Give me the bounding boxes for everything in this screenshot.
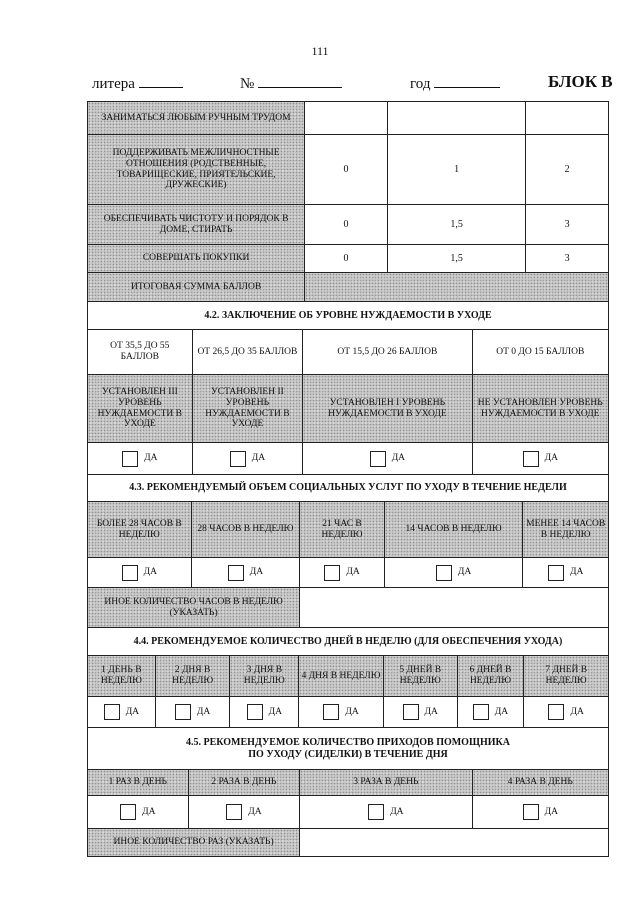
other-visits-row: [88, 828, 608, 856]
checkbox-cell[interactable]: [192, 443, 303, 474]
visits-option: 2 РАЗА В ДЕНЬ: [188, 770, 300, 795]
checkbox[interactable]: [436, 565, 452, 581]
days-option: 4 ДНЯ В НЕДЕЛЮ: [298, 656, 383, 696]
range-row: [88, 329, 608, 374]
checkbox-cell[interactable]: [522, 558, 608, 587]
checkbox-label: ДА: [391, 453, 406, 464]
checkbox-label: ДА: [390, 806, 404, 817]
activity-label: ЗАНИМАТЬСЯ ЛЮБЫМ РУЧНЫМ ТРУДОМ: [88, 102, 304, 134]
checkbox-label: ДА: [144, 453, 158, 464]
checkbox-label: ДА: [268, 706, 282, 717]
section-4-2-header: [88, 301, 608, 329]
days-option: 1 ДЕНЬ В НЕДЕЛЮ: [88, 656, 155, 696]
checkbox[interactable]: [122, 565, 138, 581]
other-visits-label: ИНОЕ КОЛИЧЕСТВО РАЗ (УКАЗАТЬ): [88, 829, 299, 856]
checkbox[interactable]: [228, 565, 244, 581]
visits-option: 4 РАЗА В ДЕНЬ: [472, 770, 608, 795]
activity-label: ПОДДЕРЖИВАТЬ МЕЖЛИЧНОСТНЫЕ ОТНОШЕНИЯ (РОДСТВЕННЫЕ, ТОВАРИЩЕСКИЕ, ПРИЯТЕЛЬСКИЕ, ДРУЖЕСКИЕ): [88, 135, 304, 204]
checkbox[interactable]: [548, 565, 564, 581]
days-row: [88, 655, 608, 696]
checkbox-row: [88, 795, 608, 828]
score-cell[interactable]: [304, 102, 387, 134]
total-row: [88, 272, 608, 301]
checkbox-cell[interactable]: [523, 697, 608, 727]
activity-row: [88, 204, 608, 244]
year-blank[interactable]: [434, 74, 500, 88]
level-row: [88, 374, 608, 442]
activity-label: СОВЕРШАТЬ ПОКУПКИ: [88, 245, 304, 272]
checkbox-label: ДА: [196, 706, 211, 717]
checkbox-cell[interactable]: [188, 796, 300, 828]
score-cell[interactable]: [387, 102, 525, 134]
level-label: УСТАНОВЛЕН I УРОВЕНЬ НУЖДАЕМОСТИ В УХОДЕ: [302, 375, 471, 442]
checkbox[interactable]: [523, 804, 539, 820]
checkbox-cell[interactable]: [229, 697, 298, 727]
score-cell[interactable]: 0: [304, 135, 387, 204]
other-visits-input[interactable]: [299, 829, 608, 856]
days-option: 6 ДНЕЙ В НЕДЕЛЮ: [457, 656, 524, 696]
checkbox-label: ДА: [544, 453, 558, 464]
activity-row: [88, 134, 608, 204]
checkbox-cell[interactable]: [472, 443, 608, 474]
score-cell[interactable]: 0: [304, 245, 387, 272]
checkbox-row: [88, 696, 608, 727]
visits-option: 1 РАЗ В ДЕНЬ: [88, 770, 188, 795]
litera-field[interactable]: [92, 74, 183, 93]
section-4-4-header: [88, 627, 608, 655]
checkbox-cell[interactable]: [457, 697, 524, 727]
days-option: 7 ДНЕЙ В НЕДЕЛЮ: [523, 656, 608, 696]
checkbox-label: ДА: [143, 567, 157, 578]
checkbox[interactable]: [120, 804, 136, 820]
section-4-3-header: [88, 474, 608, 501]
number-blank[interactable]: [258, 74, 342, 88]
checkbox-label: ДА: [544, 806, 558, 817]
checkbox[interactable]: [324, 565, 340, 581]
range-label: ОТ 15,5 ДО 26 БАЛЛОВ: [302, 330, 471, 374]
section-title-line: ПО УХОДУ (СИДЕЛКИ) В ТЕЧЕНИЕ ДНЯ: [248, 748, 448, 760]
checkbox-label: ДА: [142, 806, 156, 817]
checkbox[interactable]: [175, 704, 191, 720]
score-cell[interactable]: 3: [525, 245, 608, 272]
form-table: [87, 101, 609, 857]
checkbox[interactable]: [473, 704, 489, 720]
checkbox[interactable]: [323, 704, 339, 720]
score-cell[interactable]: 2: [525, 135, 608, 204]
hours-option: БОЛЕЕ 28 ЧАСОВ В НЕДЕЛЮ: [88, 502, 191, 557]
hours-row: [88, 501, 608, 557]
section-4-5-header: [88, 727, 608, 769]
days-option: 5 ДНЕЙ В НЕДЕЛЮ: [383, 656, 457, 696]
hours-option: 21 ЧАС В НЕДЕЛЮ: [299, 502, 384, 557]
checkbox[interactable]: [122, 451, 138, 467]
level-label: УСТАНОВЛЕН III УРОВЕНЬ НУЖДАЕМОСТИ В УХОДЕ: [88, 375, 192, 442]
activity-row: [88, 102, 608, 134]
form-header: [92, 74, 612, 96]
total-label: ИТОГОВАЯ СУММА БАЛЛОВ: [88, 273, 304, 301]
level-label: НЕ УСТАНОВЛЕН УРОВЕНЬ НУЖДАЕМОСТИ В УХОДЕ: [472, 375, 608, 442]
checkbox-label: ДА: [424, 706, 438, 717]
other-hours-row: [88, 587, 608, 627]
checkbox-row: [88, 557, 608, 587]
checkbox-cell[interactable]: [472, 796, 608, 828]
checkbox-cell[interactable]: [191, 558, 300, 587]
level-label: УСТАНОВЛЕН II УРОВЕНЬ НУЖДАЕМОСТИ В УХОДЕ: [192, 375, 303, 442]
checkbox-label: ДА: [345, 706, 359, 717]
section-title-line: 4.5. РЕКОМЕНДУЕМОЕ КОЛИЧЕСТВО ПРИХОДОВ ПОМОЩНИКА: [186, 737, 510, 748]
checkbox-row: [88, 442, 608, 474]
checkbox-cell[interactable]: [298, 697, 383, 727]
score-cell[interactable]: 1: [387, 135, 525, 204]
litera-label: литера: [92, 76, 135, 92]
score-cell[interactable]: 3: [525, 205, 608, 244]
checkbox-cell[interactable]: [88, 796, 188, 828]
hours-option: МЕНЕЕ 14 ЧАСОВ В НЕДЕЛЮ: [522, 502, 608, 557]
checkbox-cell[interactable]: [88, 558, 191, 587]
checkbox-cell[interactable]: [88, 443, 192, 474]
range-label: ОТ 35,5 ДО 55 БАЛЛОВ: [110, 341, 170, 362]
year-label: год: [410, 76, 431, 92]
checkbox[interactable]: [247, 704, 263, 720]
activity-label: ОБЕСПЕЧИВАТЬ ЧИСТОТУ И ПОРЯДОК В ДОМЕ, СТИРАТЬ: [88, 205, 304, 244]
section-title: [88, 728, 608, 769]
block-label: БЛОК В: [548, 72, 613, 91]
range-label: ОТ 26,5 ДО 35 БАЛЛОВ: [192, 330, 303, 374]
checkbox-cell[interactable]: [384, 558, 522, 587]
section-title: 4.3. РЕКОМЕНДУЕМЫЙ ОБЪЕМ СОЦИАЛЬНЫХ УСЛУГ ПО УХОДУ В ТЕЧЕНИЕ НЕДЕЛИ: [129, 482, 567, 494]
hours-option: 28 ЧАСОВ В НЕДЕЛЮ: [191, 502, 300, 557]
visits-option: 3 РАЗА В ДЕНЬ: [299, 770, 471, 795]
checkbox-label: ДА: [457, 567, 472, 578]
visits-row: [88, 769, 608, 795]
checkbox-cell[interactable]: [88, 697, 155, 727]
other-hours-label: ИНОЕ КОЛИЧЕСТВО ЧАСОВ В НЕДЕЛЮ (УКАЗАТЬ): [88, 588, 299, 627]
checkbox-label: ДА: [346, 567, 360, 578]
days-option: 2 ДНЯ В НЕДЕЛЮ: [155, 656, 230, 696]
score-cell[interactable]: 1,5: [387, 245, 525, 272]
section-title: 4.2. ЗАКЛЮЧЕНИЕ ОБ УРОВНЕ НУЖДАЕМОСТИ В УХОДЕ: [204, 309, 492, 321]
checkbox[interactable]: [226, 804, 242, 820]
litera-blank[interactable]: [139, 74, 183, 88]
number-label: №: [240, 76, 255, 92]
activity-row: [88, 244, 608, 272]
checkbox-label: ДА: [248, 806, 262, 817]
score-cell[interactable]: 0: [304, 205, 387, 244]
number-field[interactable]: [240, 74, 342, 93]
checkbox[interactable]: [403, 704, 419, 720]
score-cell[interactable]: [525, 102, 608, 134]
checkbox-label: ДА: [249, 567, 264, 578]
total-value[interactable]: [304, 273, 608, 301]
checkbox[interactable]: [370, 451, 386, 467]
checkbox-label: ДА: [251, 453, 266, 464]
hours-option: 14 ЧАСОВ В НЕДЕЛЮ: [384, 502, 522, 557]
checkbox-cell[interactable]: [302, 443, 471, 474]
section-title: 4.4. РЕКОМЕНДУЕМОЕ КОЛИЧЕСТВО ДНЕЙ В НЕДЕЛЮ (ДЛЯ ОБЕСПЕЧЕНИЯ УХОДА): [133, 635, 563, 647]
score-cell[interactable]: 1,5: [387, 205, 525, 244]
checkbox[interactable]: [104, 704, 120, 720]
checkbox-label: ДА: [494, 706, 509, 717]
checkbox[interactable]: [548, 704, 564, 720]
checkbox-label: ДА: [570, 706, 584, 717]
checkbox[interactable]: [523, 451, 539, 467]
year-field[interactable]: [410, 74, 500, 93]
checkbox-cell[interactable]: [299, 558, 384, 587]
other-hours-input[interactable]: [299, 588, 608, 627]
page-number: 111: [311, 44, 329, 58]
checkbox-cell[interactable]: [383, 697, 457, 727]
days-option: 3 ДНЯ В НЕДЕЛЮ: [229, 656, 298, 696]
range-label: ОТ 0 ДО 15 БАЛЛОВ: [472, 330, 608, 374]
checkbox-label: ДА: [125, 706, 140, 717]
checkbox[interactable]: [230, 451, 246, 467]
checkbox-cell[interactable]: [299, 796, 471, 828]
checkbox-cell[interactable]: [155, 697, 230, 727]
checkbox-label: ДА: [569, 567, 584, 578]
checkbox[interactable]: [368, 804, 384, 820]
